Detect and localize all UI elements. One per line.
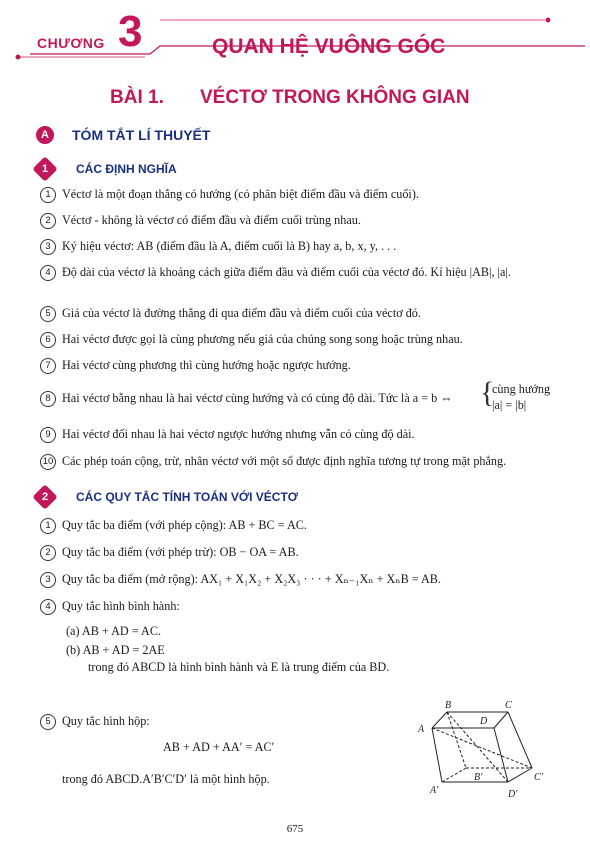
section-title: TÓM TẮT LÍ THUYẾT xyxy=(72,127,211,143)
chapter-header xyxy=(0,0,590,80)
svg-text:C: C xyxy=(505,700,512,711)
sub1-heading xyxy=(36,160,177,178)
definition-item: 7 Hai véctơ cùng phương thì cùng hướng hoặc ngược hướng. xyxy=(40,357,552,374)
parallelogram-note: trong đó ABCD là hình bình hành và E là trung điểm của BD. xyxy=(88,660,390,674)
definition-item: 4 Độ dài của véctơ là khoảng cách giữa điểm đầu và điểm cuối của véctơ đó. Kí hiệu |AB|, |a|. xyxy=(40,264,552,281)
rule-item: 1 Quy tắc ba điểm (với phép cộng): AB + BC = AC. xyxy=(40,517,552,534)
rule-item: 4 Quy tắc hình bình hành: xyxy=(40,598,552,615)
definition-item: 9 Hai véctơ đối nhau là hai véctơ ngược hướng nhưng vẫn có cùng độ dài. xyxy=(40,426,552,443)
lesson-number: BÀI 1. xyxy=(110,87,164,108)
definition-item: 8 Hai véctơ bằng nhau là hai véctơ cùng hướng và có cùng độ dài. Tức là a = b ⇔ xyxy=(40,390,480,407)
section-a-heading xyxy=(36,126,210,144)
parallelogram-rule-b: (b) AB + AD = 2AE xyxy=(66,643,165,657)
svg-text:B: B xyxy=(445,700,452,711)
svg-text:D: D xyxy=(480,716,488,727)
svg-text:C′: C′ xyxy=(534,772,543,783)
parallelepiped-figure xyxy=(410,700,560,810)
page-number: 675 xyxy=(286,823,304,835)
rule-item: 3 Quy tắc ba điểm (mở rộng): AX₁ + X₁X₂ + X₂X₃ · · · + Xₙ₋₁Xₙ + XₙB = AB. xyxy=(40,571,552,588)
definition-item: 1 Véctơ là một đoạn thẳng có hướng (có phân biệt điểm đầu và điểm cuối). xyxy=(40,186,552,203)
sub-badge: 2 xyxy=(32,484,57,509)
definition-item: 6 Hai véctơ được gọi là cùng phương nếu giá của chúng song song hoặc trùng nhau. xyxy=(40,331,552,348)
lesson-title: VÉCTƠ TRONG KHÔNG GIAN xyxy=(200,87,470,108)
definition-item: 5 Giá của véctơ là đường thẳng đi qua điểm đầu và điểm cuối của véctơ đó. xyxy=(40,305,552,322)
sub-title: CÁC QUY TẮC TÍNH TOÁN VỚI VÉCTƠ xyxy=(76,490,299,504)
svg-text:B′: B′ xyxy=(474,772,483,783)
rule-item: 5 Quy tắc hình hộp: xyxy=(40,713,340,730)
brace-symbol: { xyxy=(480,376,495,409)
definition-item: 10 Các phép toán cộng, trừ, nhân véctơ với một số được định nghĩa tương tự trong mặt phẳng. xyxy=(40,453,552,470)
chapter-title: QUAN HỆ VUÔNG GÓC xyxy=(212,35,446,58)
sub2-heading xyxy=(36,488,298,506)
definition-item: 3 Ký hiệu véctơ: AB (điểm đầu là A, điểm cuối là B) hay a, b, x, y, . . . xyxy=(40,238,552,255)
sub-title: CÁC ĐỊNH NGHĨA xyxy=(76,162,177,176)
svg-text:A′: A′ xyxy=(430,785,439,796)
rule-item: 2 Quy tắc ba điểm (với phép trừ): OB − OA = AB. xyxy=(40,544,552,561)
equality-conditions: cùng hướng |a| = |b| xyxy=(492,382,551,412)
sub-badge: 1 xyxy=(32,156,57,181)
chapter-number: 3 xyxy=(118,7,143,56)
svg-text:A: A xyxy=(418,724,425,735)
chapter-word: CHƯƠNG xyxy=(37,35,105,51)
svg-text:D′: D′ xyxy=(508,789,518,800)
section-badge: A xyxy=(36,126,54,144)
parallelogram-rule-a: (a) AB + AD = AC. xyxy=(66,624,161,638)
definition-item: 2 Véctơ - không là véctơ có điểm đầu và điểm cuối trùng nhau. xyxy=(40,212,552,229)
box-rule-note: trong đó ABCD.A′B′C′D′ là một hình hộp. xyxy=(62,772,270,786)
box-rule-formula: AB + AD + AA′ = AC′ xyxy=(163,740,275,754)
